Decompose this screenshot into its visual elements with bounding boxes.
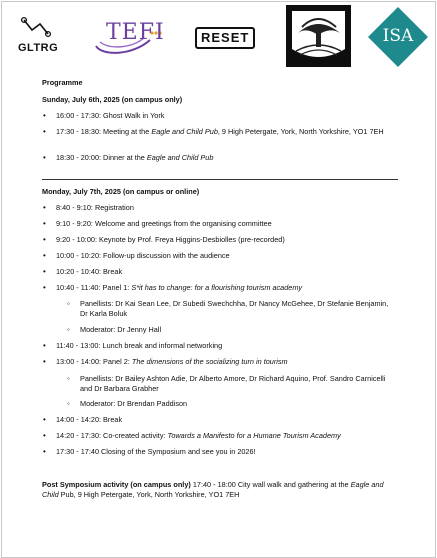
tefi-wordmark: TEFI xyxy=(106,20,165,45)
gltrg-glyph-icon xyxy=(18,16,62,42)
list-item: • 11:40 - 13:00: Lunch break and informal networking xyxy=(56,341,396,351)
list-item: • 16:00 - 17:30: Ghost Walk in York xyxy=(56,111,396,121)
logo-strip xyxy=(2,2,435,72)
list-item: • 13:00 - 14:00: Panel 2: The dimensions of the socializing turn in tourism xyxy=(56,357,396,367)
list-item: • 10:20 - 10:40: Break xyxy=(56,267,396,277)
list-item: • 17:30 - 17:40 Closing of the Symposium and see you in 2026! xyxy=(56,447,396,457)
sub-list-item: ◦ Moderator: Dr Jenny Hall xyxy=(80,325,390,335)
reset-logo xyxy=(195,27,255,49)
tefi-logo xyxy=(92,18,164,58)
list-item: • 9:20 - 10:00: Keynote by Prof. Freya Higgins-Desbiolles (pre-recorded) xyxy=(56,235,396,245)
post-symposium-note: Post Symposium activity (on campus only) 17:40 - 18:00 City wall walk and gathering at the Eagle and Child Pub, 9 High Petergate, York, North Yorkshire, YO1 7EH xyxy=(42,480,384,499)
reset-wordmark: RESET xyxy=(201,30,250,45)
gltrg-wordmark: GLTRG xyxy=(18,42,59,54)
list-item: • 14:00 - 14:20: Break xyxy=(56,415,396,425)
document-page xyxy=(1,1,436,558)
tree-seal-logo xyxy=(286,5,351,67)
programme-heading: Programme xyxy=(42,78,83,87)
list-item: • 14:20 - 17:30: Co-created activity: Towards a Manifesto for a Humane Tourism Academy xyxy=(56,431,396,441)
list-item: • 17:30 - 18:30: Meeting at the Eagle and Child Pub, 9 High Petergate, York, North Yorkshire, YO1 7EH xyxy=(56,127,396,137)
day1-title: Sunday, July 6th, 2025 (on campus only) xyxy=(42,95,183,104)
tree-seal-icon xyxy=(286,5,351,67)
isa-logo xyxy=(367,6,429,68)
sub-list-item: ◦ Panellists: Dr Kai Sean Lee, Dr Subedi Swechchha, Dr Nancy McGehee, Dr Stefanie Benjamin, Dr Karla Boluk xyxy=(80,299,390,319)
day2-title: Monday, July 7th, 2025 (on campus or online) xyxy=(42,187,200,196)
list-item: • 9:10 - 9:20: Welcome and greetings from the organising committee xyxy=(56,219,396,229)
sub-list-item: ◦ Moderator: Dr Brendan Paddison xyxy=(80,399,390,409)
list-item: • 10:00 - 10:20: Follow-up discussion with the audience xyxy=(56,251,396,261)
list-item: • 8:40 - 9:10: Registration xyxy=(56,203,396,213)
list-item: • 18:30 - 20:00: Dinner at the Eagle and Child Pub xyxy=(56,153,396,163)
list-item: • 10:40 - 11:40: Panel 1: S*it has to change: for a flourishing tourism academy xyxy=(56,283,396,293)
isa-wordmark: ISA xyxy=(382,26,414,46)
section-divider xyxy=(42,179,398,180)
sub-list-item: ◦ Panellists: Dr Bailey Ashton Adie, Dr Alberto Amore, Dr Richard Aquino, Prof. Sandro Carnicelli and Dr Barbara Grabher xyxy=(80,374,390,394)
gltrg-logo xyxy=(18,16,62,58)
